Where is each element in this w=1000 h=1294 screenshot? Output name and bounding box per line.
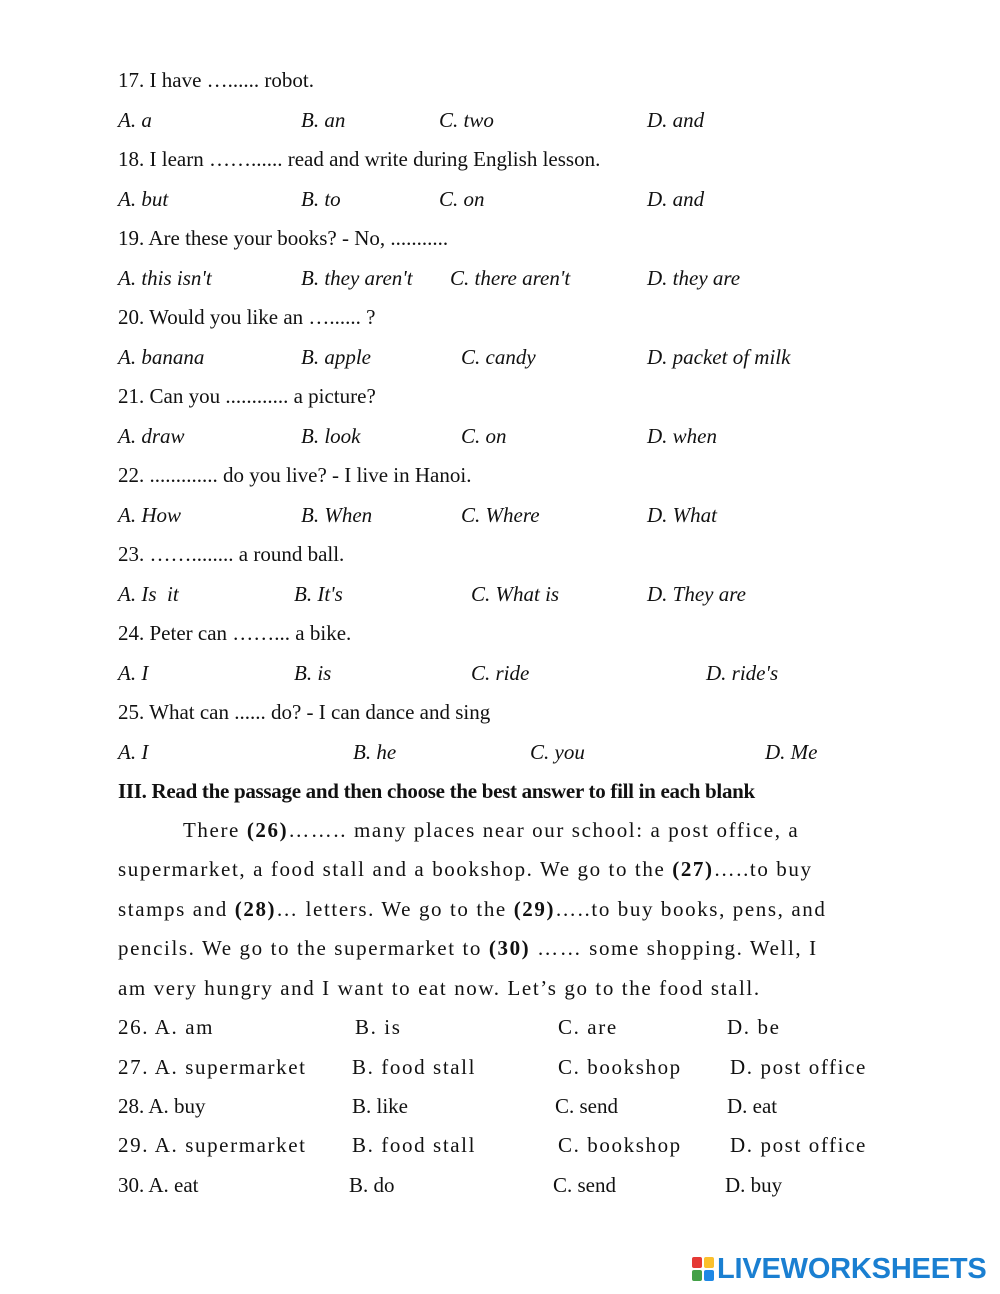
question-24-stem: 24. Peter can ……... a bike. xyxy=(118,621,352,645)
q26-option-d: D. be xyxy=(727,1015,781,1039)
q21-option-a: A. draw xyxy=(118,424,185,448)
q18-option-d: D. and xyxy=(647,187,705,211)
passage-line-5: am very hungry and I want to eat now. Let’s go to the food stall. xyxy=(118,976,761,1000)
q22-option-b: B. When xyxy=(301,503,373,527)
passage-text: stamps and xyxy=(118,897,235,921)
q20-option-b: B. apple xyxy=(301,345,371,369)
q19-option-b: B. they aren't xyxy=(301,266,413,290)
q29-option-b: B. food stall xyxy=(352,1133,477,1157)
passage-line-4 xyxy=(118,936,818,961)
q18-option-a: A. but xyxy=(118,187,169,211)
question-20-stem: 20. Would you like an …...... ? xyxy=(118,305,376,329)
q17-option-d: D. and xyxy=(647,108,705,132)
q30-option-d: D. buy xyxy=(725,1173,783,1197)
passage-text: …..to buy xyxy=(713,857,813,881)
q26-option-c: C. are xyxy=(558,1015,618,1039)
q17-option-b: B. an xyxy=(301,108,346,132)
q29-option-a: 29. A. supermarket xyxy=(118,1133,307,1157)
passage-text: supermarket, a food stall and a bookshop. We go to the xyxy=(118,857,673,881)
q26-option-a: 26. A. am xyxy=(118,1015,215,1039)
q17-option-a: A. a xyxy=(118,108,152,132)
q21-option-b: B. look xyxy=(301,424,361,448)
q21-option-d: D. when xyxy=(647,424,717,448)
q18-option-c: C. on xyxy=(439,187,485,211)
logo-blocks-icon xyxy=(692,1257,714,1281)
question-21-stem: 21. Can you ............ a picture? xyxy=(118,384,376,408)
q28-option-d: D. eat xyxy=(727,1094,778,1118)
blank-27-label: (27) xyxy=(672,857,714,881)
q28-option-b: B. like xyxy=(352,1094,408,1118)
q25-option-a: A. I xyxy=(118,740,149,764)
passage-line-3 xyxy=(118,897,827,922)
q28-option-c: C. send xyxy=(555,1094,618,1118)
q27-option-d: D. post office xyxy=(730,1055,867,1079)
question-19-stem: 19. Are these your books? - No, ........... xyxy=(118,226,449,250)
q27-option-c: C. bookshop xyxy=(558,1055,682,1079)
q18-option-b: B. to xyxy=(301,187,341,211)
passage-text: There xyxy=(183,818,247,842)
logo-text: LIVEWORKSHEETS xyxy=(717,1252,987,1285)
q20-option-a: A. banana xyxy=(118,345,205,369)
q26-option-b: B. is xyxy=(355,1015,402,1039)
q27-option-a: 27. A. supermarket xyxy=(118,1055,307,1079)
blank-28-label: (28) xyxy=(234,897,277,921)
q24-option-a: A. I xyxy=(118,661,149,685)
question-17-stem: 17. I have …...... robot. xyxy=(118,68,314,92)
q24-option-d: D. ride's xyxy=(706,661,779,685)
q19-option-c: C. there aren't xyxy=(450,266,571,290)
q19-option-a: A. this isn't xyxy=(118,266,212,290)
question-25-stem: 25. What can ...... do? - I can dance and sing xyxy=(118,700,491,724)
passage-line-2 xyxy=(118,857,813,882)
q23-option-b: B. It's xyxy=(294,582,343,606)
q30-option-b: B. do xyxy=(349,1173,395,1197)
q29-option-c: C. bookshop xyxy=(558,1133,682,1157)
q27-option-b: B. food stall xyxy=(352,1055,477,1079)
blank-30-label: (30) xyxy=(488,936,531,960)
section-3-heading: III. Read the passage and then choose the best answer to fill in each blank xyxy=(118,779,755,803)
q25-option-c: C. you xyxy=(530,740,585,764)
liveworksheets-logo[interactable] xyxy=(692,1254,987,1284)
q22-option-a: A. How xyxy=(118,503,181,527)
q24-option-b: B. is xyxy=(294,661,332,685)
logo-block-green xyxy=(692,1270,702,1281)
passage-line-1 xyxy=(183,818,799,843)
q19-option-d: D. they are xyxy=(647,266,741,290)
question-18-stem: 18. I learn ……...... read and write during English lesson. xyxy=(118,147,601,171)
q20-option-d: D. packet of milk xyxy=(647,345,791,369)
q30-option-a: 30. A. eat xyxy=(118,1173,199,1197)
q22-option-c: C. Where xyxy=(461,503,540,527)
q17-option-c: C. two xyxy=(439,108,494,132)
logo-block-yellow xyxy=(704,1257,714,1268)
blank-29-label: (29) xyxy=(513,897,556,921)
q23-option-a: A. Is it xyxy=(118,582,179,606)
question-23-stem: 23. ……........ a round ball. xyxy=(118,542,345,566)
q20-option-c: C. candy xyxy=(461,345,536,369)
q21-option-c: C. on xyxy=(461,424,507,448)
q28-option-a: 28. A. buy xyxy=(118,1094,206,1118)
q24-option-c: C. ride xyxy=(471,661,530,685)
passage-text: … letters. We go to the xyxy=(276,897,514,921)
q30-option-c: C. send xyxy=(553,1173,616,1197)
blank-26-label: (26) xyxy=(246,818,289,842)
q25-option-d: D. Me xyxy=(765,740,818,764)
q23-option-d: D. They are xyxy=(647,582,746,606)
question-22-stem: 22. ............. do you live? - I live in Hanoi. xyxy=(118,463,472,487)
q23-option-c: C. What is xyxy=(471,582,560,606)
passage-text: …… some shopping. Well, I xyxy=(530,936,818,960)
q29-option-d: D. post office xyxy=(730,1133,867,1157)
q25-option-b: B. he xyxy=(353,740,397,764)
passage-text: pencils. We go to the supermarket to xyxy=(118,936,489,960)
logo-block-red xyxy=(692,1257,702,1268)
passage-text: …..to buy books, pens, and xyxy=(555,897,827,921)
q22-option-d: D. What xyxy=(647,503,717,527)
logo-block-blue xyxy=(704,1270,714,1281)
passage-text: …….. many places near our school: a post office, a xyxy=(288,818,800,842)
